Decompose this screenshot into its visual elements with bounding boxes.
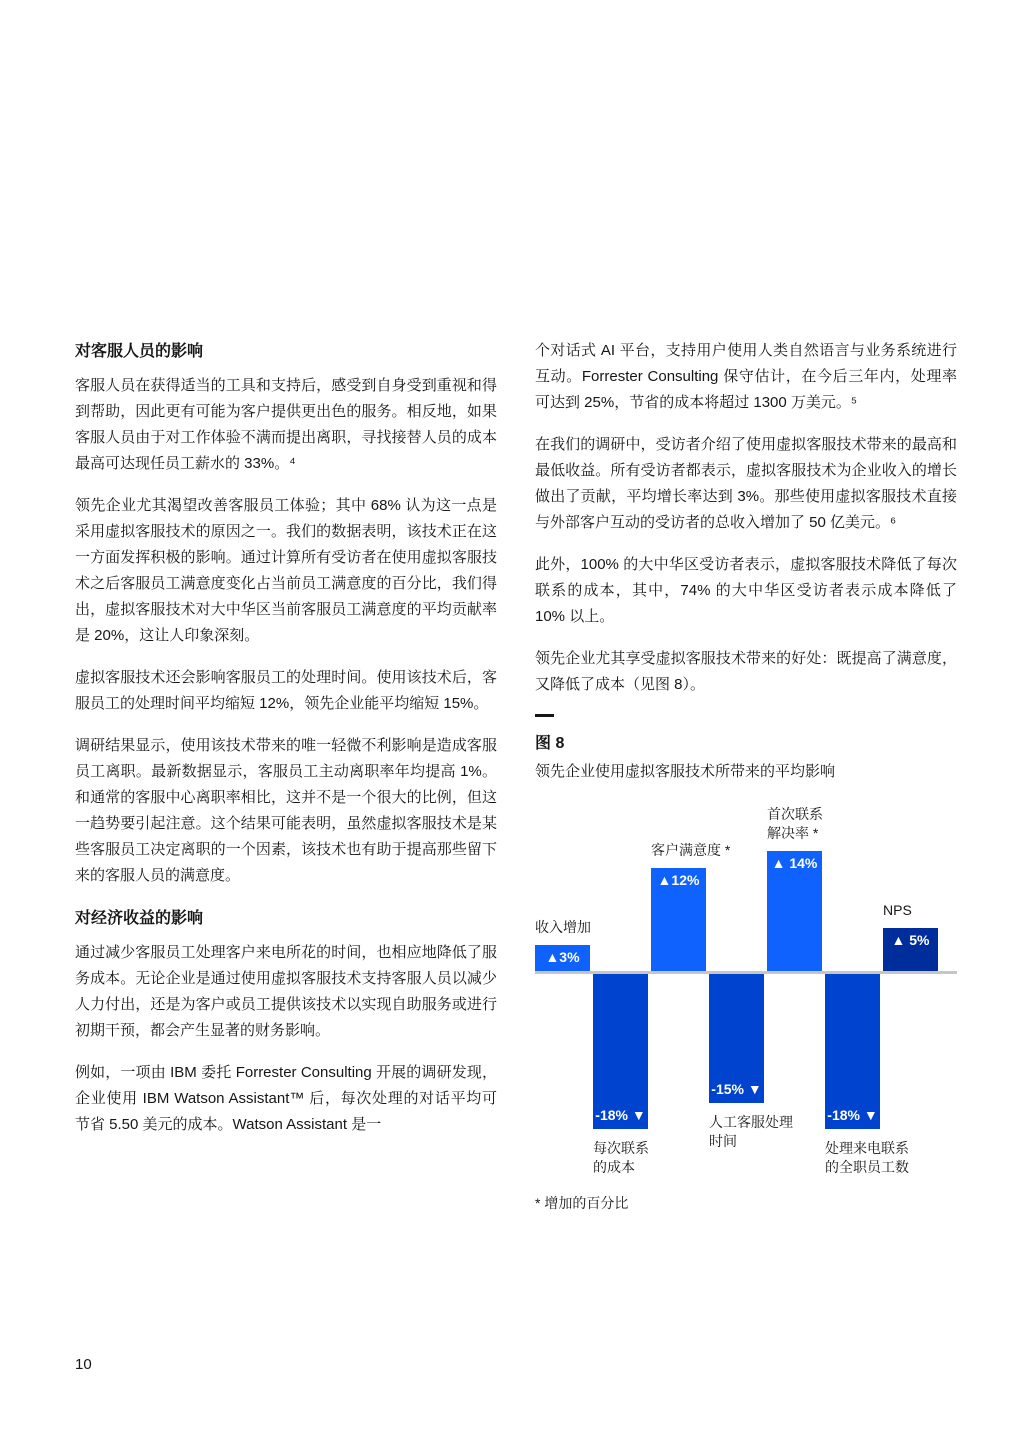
bar-first-contact-resolution xyxy=(767,851,822,971)
content-columns xyxy=(75,338,957,1213)
paragraph: 虚拟客服技术还会影响客服员工的处理时间。使用该技术后，客服员工的处理时间平均缩短 12%，领先企业能平均缩短 15%。 xyxy=(75,669,497,712)
page-number: 10 xyxy=(75,1356,92,1373)
bar-category-label: 处理来电联系 的全职员工数 xyxy=(825,1140,909,1175)
bar-category-label: 人工客服处理 时间 xyxy=(709,1114,793,1149)
section-heading-economic-impact: 对经济收益的影响 xyxy=(75,910,204,927)
paragraph: 领先企业尤其享受虚拟客服技术带来的好处：既提高了满意度，又降低了成本（见图 8）。 xyxy=(535,650,957,693)
paragraph: 在我们的调研中，受访者介绍了使用虚拟客服技术带来的最高和最低收益。所有受访者都表示，虚拟客服技术为企业收入的增长做出了贡献，平均增长率达到 3%。那些使用虚拟客服技术直接与外部客户互动的受访者的总收入增加了 50 亿美元。⁶ xyxy=(535,436,957,531)
bar-value-label: ▲12% xyxy=(657,872,700,888)
figure8-plot xyxy=(535,801,957,1179)
figure-label: 图 8 xyxy=(535,735,565,752)
bar-category-label: 客户满意度 * xyxy=(651,842,731,858)
figure8 xyxy=(535,714,957,1213)
bar-cost-per-contact xyxy=(593,974,648,1129)
paragraph: 个对话式 AI 平台，支持用户使用人类自然语言与业务系统进行互动。Forrester Consulting 保守估计，在今后三年内，处理率可达到 25%，节省的成本将超过 1300 万美元。⁵ xyxy=(535,342,957,411)
bar-category-label: 每次联系 的成本 xyxy=(593,1140,649,1175)
bar-value-label: -15% ▼ xyxy=(711,1081,762,1097)
paragraph: 通过减少客服员工处理客户来电所花的时间，也相应地降低了服务成本。无论企业是通过使用虚拟客服技术支持客服人员以减少人力付出，还是为客户或员工提供该技术以实现自助服务或进行初期干预，都会产生显著的财务影响。 xyxy=(75,944,497,1039)
bar-category-label: 首次联系 解决率 * xyxy=(767,806,823,841)
paragraph: 领先企业尤其渴望改善客服员工体验；其中 68% 认为这一点是采用虚拟客服技术的原因之一。我们的数据表明，该技术正在这一方面发挥积极的影响。通过计算所有受访者在使用虚拟客服技术之后客服员工满意度变化占当前员工满意度的百分比，我们得出，虚拟客服技术对大中华区当前客服员工满意度的平均贡献率是 20%，这让人印象深刻。 xyxy=(75,497,497,644)
paragraph: 例如，一项由 IBM 委托 Forrester Consulting 开展的调研发现，企业使用 IBM Watson Assistant™ 后，每次处理的对话平均可节省 5.50 美元的成本。Watson Assistant 是一 xyxy=(75,1064,497,1133)
right-column xyxy=(535,338,957,1213)
bar-fte-handling-contacts xyxy=(825,974,880,1129)
bar-revenue-growth xyxy=(535,945,590,971)
bar-customer-satisfaction xyxy=(651,868,706,971)
bar-category-label: NPS xyxy=(883,902,912,918)
paragraph: 调研结果显示，使用该技术带来的唯一轻微不利影响是造成客服员工离职。最新数据显示，客服员工主动离职率年均提高 1%。和通常的客服中心离职率相比，这并不是一个很大的比例，但这一趋势要引起注意。这个结果可能表明，虽然虚拟客服技术是某些客服员工决定离职的一个因素，该技术也有助于提高那些留下来的客服人员的满意度。 xyxy=(75,737,497,884)
figure-footnote: * 增加的百分比 xyxy=(535,1195,629,1211)
bar-value-label: -18% ▼ xyxy=(827,1107,878,1123)
paragraph: 此外，100% 的大中华区受访者表示，虚拟客服技术降低了每次联系的成本，其中，74% 的大中华区受访者表示成本降低了 10% 以上。 xyxy=(535,556,957,625)
bar-value-label: ▲ 5% xyxy=(891,932,930,948)
left-column xyxy=(75,338,497,1213)
bar-agent-handle-time xyxy=(709,974,764,1103)
paragraph: 客服人员在获得适当的工具和支持后，感受到自身受到重视和得到帮助，因此更有可能为客户提供更出色的服务。相反地，如果客服人员由于对工作体验不满而提出离职，寻找接替人员的成本最高可达现任员工薪水的 33%。⁴ xyxy=(75,377,497,472)
bar-value-label: ▲3% xyxy=(545,949,580,965)
figure-caption: 领先企业使用虚拟客服技术所带来的平均影响 xyxy=(535,763,836,780)
section-heading-staff-impact: 对客服人员的影响 xyxy=(75,343,204,360)
figure-divider xyxy=(535,714,554,717)
bar-category-label: 收入增加 xyxy=(535,919,591,935)
bar-nps xyxy=(883,928,938,971)
bar-value-label: ▲ 14% xyxy=(771,855,818,871)
bar-value-label: -18% ▼ xyxy=(595,1107,646,1123)
